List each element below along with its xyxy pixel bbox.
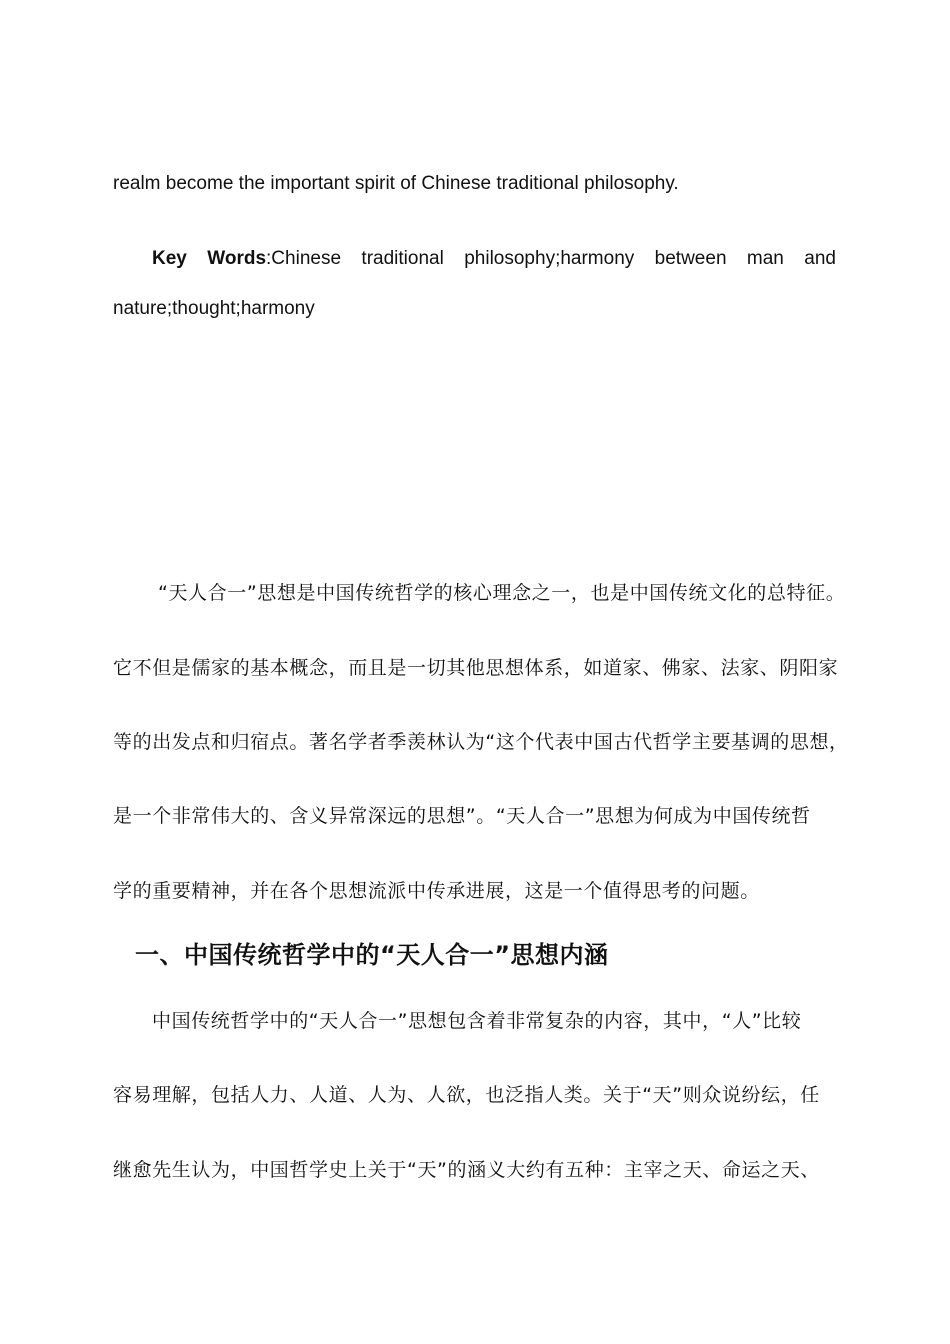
section-paragraph-line-2: 容易理解，包括人力、人道、人为、人欲，也泛指人类。关于“天”则众说纷纭，任	[113, 1084, 820, 1106]
section-heading: 一、中国传统哲学中的“天人合一”思想内涵	[135, 941, 609, 969]
keywords-line-2: nature;thought;harmony	[113, 298, 315, 319]
section-paragraph-line-1: 中国传统哲学中的“天人合一”思想包含着非常复杂的内容，其中，“人”比较	[152, 1010, 802, 1032]
keywords-line-1	[152, 247, 836, 271]
keywords-text: :Chinese traditional philosophy;harmony between man and	[266, 248, 836, 269]
section-paragraph-line-3: 继愈先生认为，中国哲学史上关于“天”的涵义大约有五种：主宰之天、命运之天、	[113, 1159, 820, 1181]
keywords-label: Key Words	[152, 248, 267, 269]
intro-paragraph-line-1: “天人合一”思想是中国传统哲学的核心理念之一，也是中国传统文化的总特征。	[158, 582, 846, 604]
intro-paragraph-line-5: 学的重要精神，并在各个思想流派中传承进展，这是一个值得思考的问题。	[113, 880, 760, 902]
intro-paragraph-line-4: 是一个非常伟大的、含义异常深远的思想”。“天人合一”思想为何成为中国传统哲	[113, 805, 811, 827]
abstract-continuation-line: realm become the important spirit of Chinese traditional philosophy.	[113, 173, 679, 194]
intro-paragraph-line-3: 等的出发点和归宿点。著名学者季羡林认为“这个代表中国古代哲学主要基调的思想，	[113, 731, 849, 753]
intro-paragraph-line-2: 它不但是儒家的基本概念，而且是一切其他思想体系，如道家、佛家、法家、阴阳家	[113, 657, 839, 679]
